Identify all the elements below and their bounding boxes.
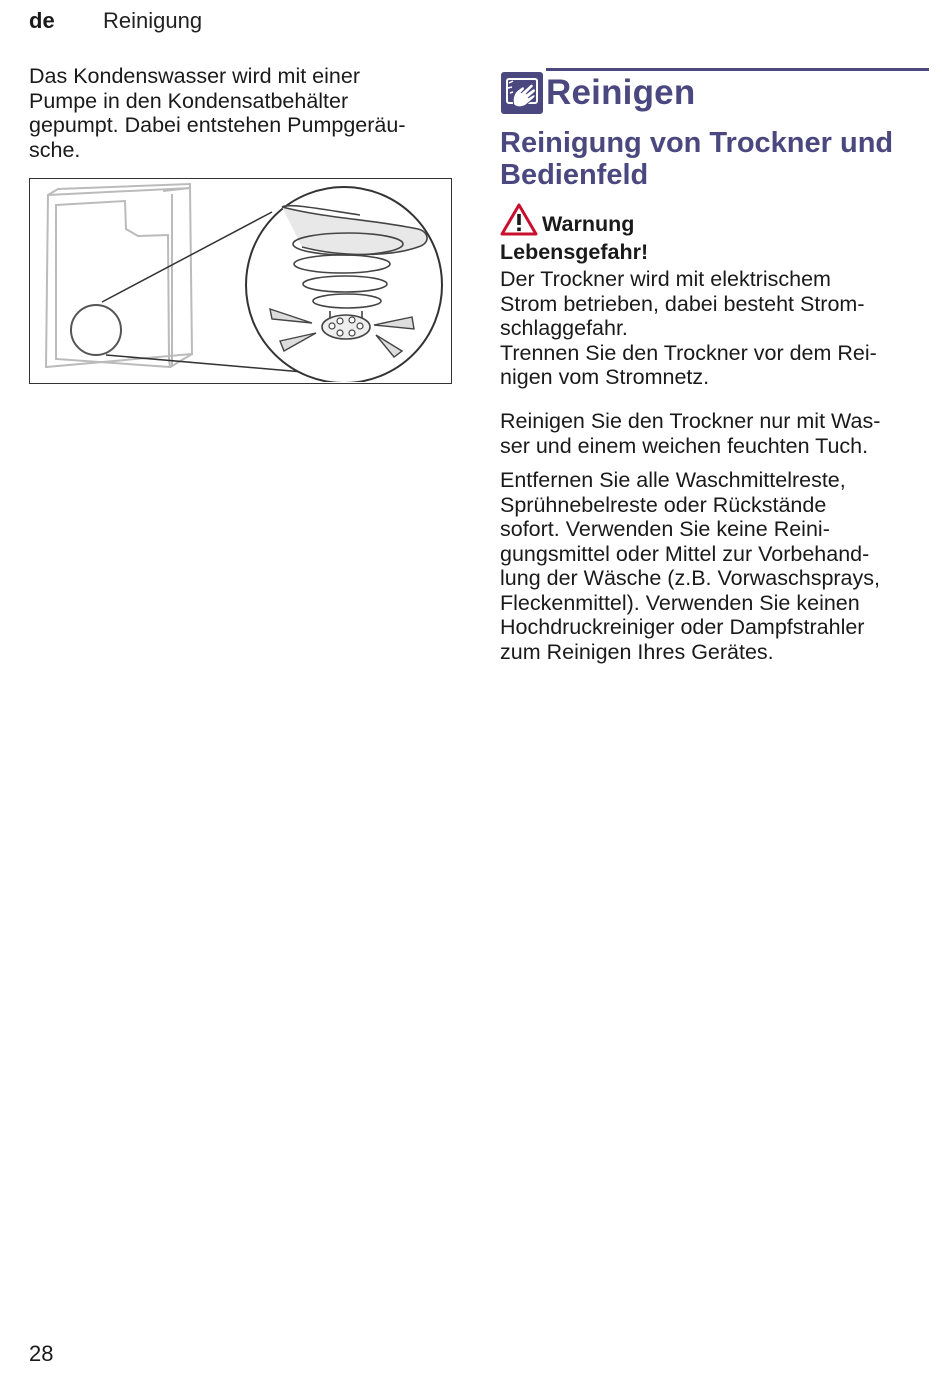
- text-line: Entfernen Sie alle Waschmittelreste,: [500, 468, 846, 492]
- text-line: Fleckenmittel). Verwenden Sie keinen: [500, 590, 860, 615]
- text-line: schlaggefahr.: [500, 316, 628, 340]
- text-line: ser und einem weichen feuchten Tuch.: [500, 433, 869, 458]
- intro-paragraph: [29, 64, 459, 162]
- text-line: Das Kondenswasser wird mit einer: [29, 64, 360, 88]
- text-line: Strom betrieben, dabei besteht Strom-: [500, 291, 865, 316]
- language-code: de: [29, 8, 55, 33]
- left-column: [29, 64, 459, 162]
- warning-triangle-icon: [500, 203, 538, 236]
- cleaning-hand-icon: [500, 71, 544, 115]
- text-line: sche.: [29, 137, 81, 162]
- cleaning-paragraph-2: [500, 468, 930, 664]
- section-subtitle: [500, 127, 930, 191]
- text-line: gepumpt. Dabei entstehen Pumpgeräu-: [29, 113, 406, 137]
- warning-label: Warnung: [542, 212, 635, 236]
- text-line: sofort. Verwenden Sie keine Reini-: [500, 517, 830, 541]
- page-number: 28: [29, 1341, 54, 1366]
- text-line: zum Reinigen Ihres Gerätes.: [500, 639, 774, 664]
- text-line: nigen vom Stromnetz.: [500, 365, 710, 389]
- subtitle-line: Bedienfeld: [500, 159, 649, 191]
- text-line: lung der Wäsche (z.B. Vorwaschsprays,: [500, 566, 880, 590]
- text-line: Der Trockner wird mit elektrischem: [500, 267, 831, 291]
- warning-text: [500, 267, 930, 390]
- subtitle-line: Reinigung von Trockner und: [500, 127, 894, 159]
- cleaning-paragraph-1: [500, 409, 930, 458]
- header-section-title: Reinigung: [103, 8, 203, 33]
- page-title: Reinigen: [546, 73, 696, 112]
- dryer-pump-illustration: [29, 178, 452, 384]
- text-line: Trennen Sie den Trockner vor dem Rei-: [500, 340, 877, 365]
- text-line: Pumpe in den Kondensatbehälter: [29, 88, 349, 113]
- dryer-illustration-svg: [30, 179, 450, 382]
- danger-heading: Lebensgefahr!: [500, 240, 649, 264]
- text-line: Sprühnebelreste oder Rückstände: [500, 492, 827, 517]
- section-rule: [546, 68, 929, 71]
- text-line: gungsmittel oder Mittel zur Vorbehand-: [500, 541, 870, 566]
- text-line: Reinigen Sie den Trockner nur mit Was-: [500, 409, 881, 433]
- text-line: Hochdruckreiniger oder Dampfstrahler: [500, 615, 865, 639]
